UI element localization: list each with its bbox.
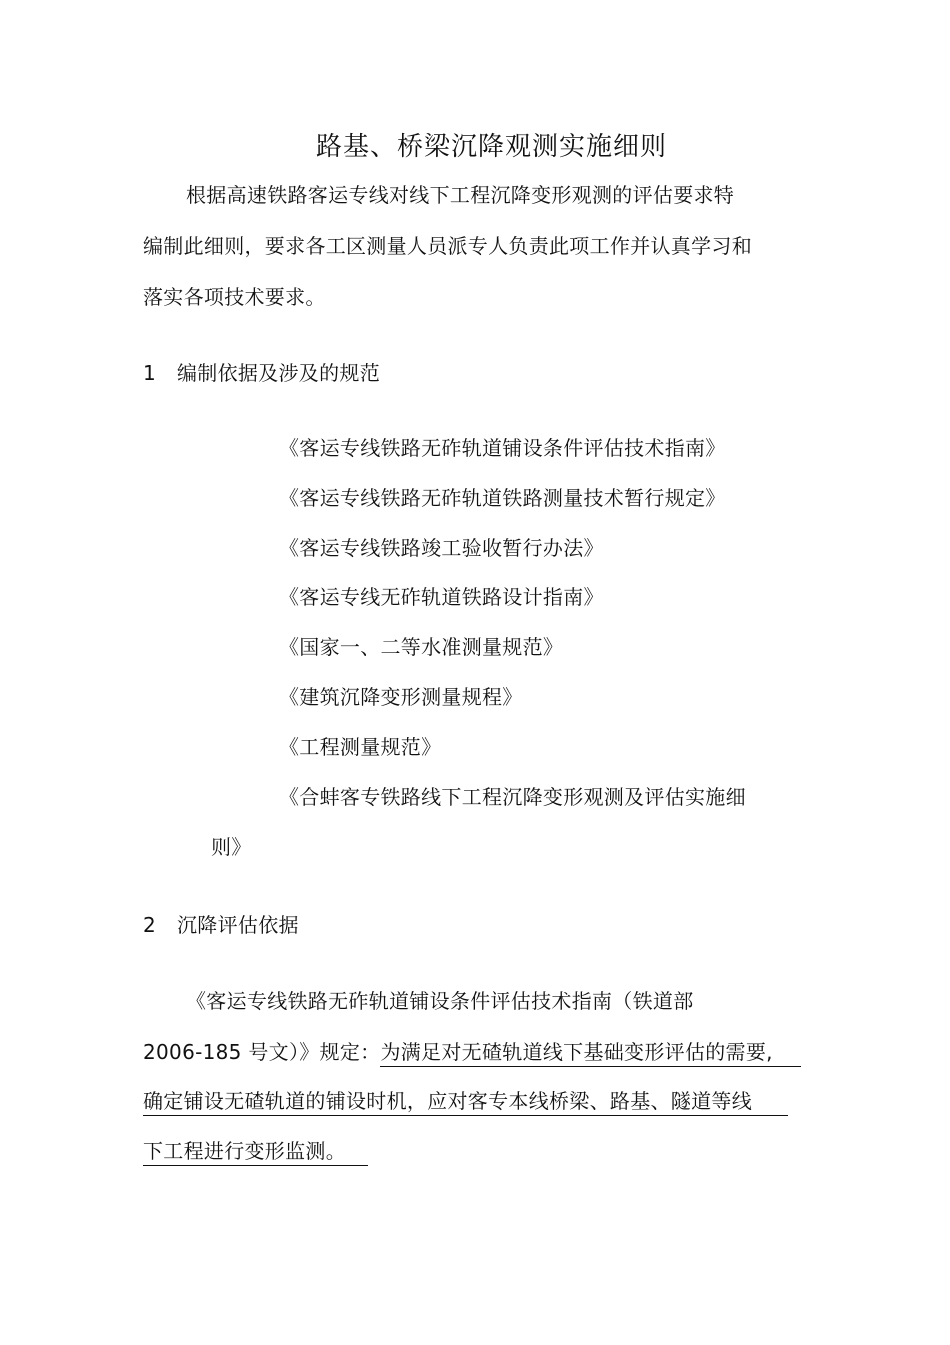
section-2-line-4	[143, 1137, 368, 1166]
reference-item: 《客运专线无砟轨道铁路设计指南》	[279, 585, 604, 609]
section-2-heading	[143, 911, 299, 939]
underlined-requirement: 确定铺设无碴轨道的铺设时机，应对客专本线桥梁、路基、隧道等线	[143, 1089, 752, 1116]
reference-item: 《建筑沉降变形测量规程》	[279, 685, 523, 709]
reference-item-continuation: 则》	[211, 835, 252, 859]
page-title: 路基、桥梁沉降观测实施细则	[316, 132, 668, 162]
section-2-line-3	[143, 1087, 788, 1116]
underline-filler	[346, 1141, 368, 1166]
reference-item: 《合蚌客专铁路线下工程沉降变形观测及评估实施细	[279, 785, 746, 809]
underlined-requirement: 下工程进行变形监测。	[143, 1139, 346, 1166]
section-2-line-1: 《客运专线铁路无砟轨道铺设条件评估技术指南（铁道部	[186, 989, 694, 1013]
document-citation: 2006-185 号文）》规定：	[143, 1040, 381, 1064]
reference-item: 《客运专线铁路竣工验收暂行办法》	[279, 536, 604, 560]
underlined-requirement: 为满足对无碴轨道线下基础变形评估的需要,	[380, 1040, 772, 1067]
section-number: 2	[143, 913, 157, 937]
section-1-heading	[143, 359, 380, 387]
intro-line-3: 落实各项技术要求。	[143, 285, 326, 309]
reference-item: 《国家一、二等水准测量规范》	[279, 635, 564, 659]
underline-filler	[752, 1091, 788, 1116]
section-2-line-2	[143, 1038, 801, 1067]
intro-line-1: 根据高速铁路客运专线对线下工程沉降变形观测的评估要求特	[186, 183, 735, 207]
section-title: 沉降评估依据	[177, 913, 299, 937]
section-title: 编制依据及涉及的规范	[177, 361, 380, 385]
section-number: 1	[143, 361, 157, 385]
reference-item: 《工程测量规范》	[279, 735, 442, 759]
intro-line-2: 编制此细则，要求各工区测量人员派专人负责此项工作并认真学习和	[143, 234, 752, 258]
underline-filler	[773, 1042, 801, 1067]
reference-item: 《客运专线铁路无砟轨道铺设条件评估技术指南》	[279, 436, 726, 460]
reference-item: 《客运专线铁路无砟轨道铁路测量技术暂行规定》	[279, 486, 726, 510]
